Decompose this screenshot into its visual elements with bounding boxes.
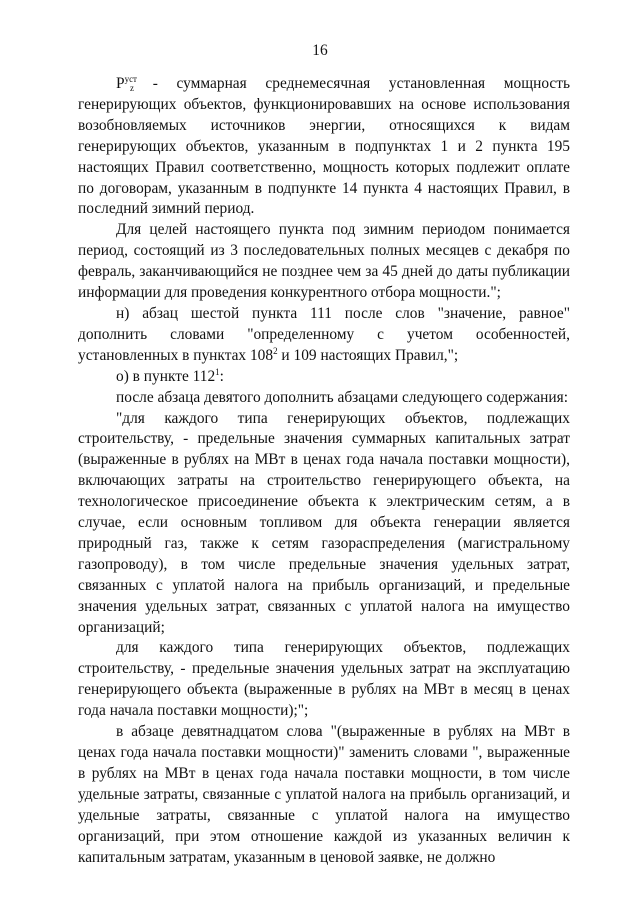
paragraph-after-ninth: после абзаца девятого дополнить абзацами следующего содержания: bbox=[116, 388, 569, 406]
symbol-subscript: z bbox=[130, 83, 134, 93]
paragraph-symbol-definition bbox=[78, 74, 570, 220]
formula-symbol bbox=[116, 74, 137, 93]
symbol-base: P bbox=[116, 75, 125, 92]
paragraph-text: - суммарная среднемесячная установленная мощность генерирующих объектов, функционировавших на основе использования возобновляемых источников энергии, относящихся к видам генерирующих объектов, указанным в подпунктах 1 и 2 пункта 195 настоящих Правил соответственно, мощность которых подлежит оплате по договорам, указанным в подпункте 14 пункта 4 настоящих Правил, в последний зимний период. bbox=[78, 75, 570, 218]
paragraph-item-o bbox=[78, 367, 570, 388]
page-number: 16 bbox=[312, 42, 328, 59]
paragraph-item-n bbox=[78, 304, 570, 367]
symbol-superscript: уст bbox=[124, 74, 137, 84]
paragraph-text: о) в пункте 112 bbox=[116, 367, 216, 385]
paragraph-operating-costs: для каждого типа генерирующих объектов, подлежащих строительству, - предельные значения удельных затрат на эксплуатацию генерирующего объекта (выраженные в рублях на МВт в месяц в ценах года начала поставки мощности);"; bbox=[78, 639, 570, 720]
paragraph-text: н) абзац шестой пункта 111 после слов "значение, равное" дополнить словами "определенному с учетом особенностей, установленных в пунктах 108 bbox=[78, 304, 570, 364]
paragraph-nineteenth: в абзаце девятнадцатом слова "(выраженные в рублях на МВт в ценах года начала поставки мощности)" заменить словами ", выраженные в рублях на МВт в ценах года начала поставки мощности, в том числе удельные затраты, связанные с уплатой налога на прибыль организаций, и удельные затраты, связанные с уплатой налога на имущество организаций, при этом отношение каждой из указанных величин к капитальным затратам, указанным в ценовой заявке, не должно bbox=[78, 723, 570, 866]
superscript: 1 bbox=[215, 366, 220, 377]
paragraph-text: и 109 настоящих Правил,"; bbox=[277, 346, 459, 364]
superscript: 2 bbox=[273, 345, 278, 356]
paragraph-capital-costs: "для каждого типа генерирующих объектов, подлежащих строительству, - предельные значения суммарных капитальных затрат (выраженные в рублях на МВт в ценах года начала поставки мощности), включающих затраты на строительство генерирующего объекта, на технологическое присоединение объекта к электрическим сетям, а в случае, если основным топливом для объекта генерации является природный газ, также к сетям газораспределения (магистральному газопроводу), в том числе предельные значения удельных затрат, связанных с уплатой налога на прибыль организаций, и предельные значения удельных затрат, связанных с уплатой налога на имущество организаций; bbox=[78, 409, 570, 636]
paragraph-winter-period: Для целей настоящего пункта под зимним периодом понимается период, состоящий из 3 последовательных полных месяцев с декабря по февраль, заканчивающийся не позднее чем за 45 дней до даты публикации информации для проведения конкурентного отбора мощности."; bbox=[78, 221, 570, 302]
document-body bbox=[78, 74, 570, 868]
paragraph-text: : bbox=[219, 367, 224, 385]
